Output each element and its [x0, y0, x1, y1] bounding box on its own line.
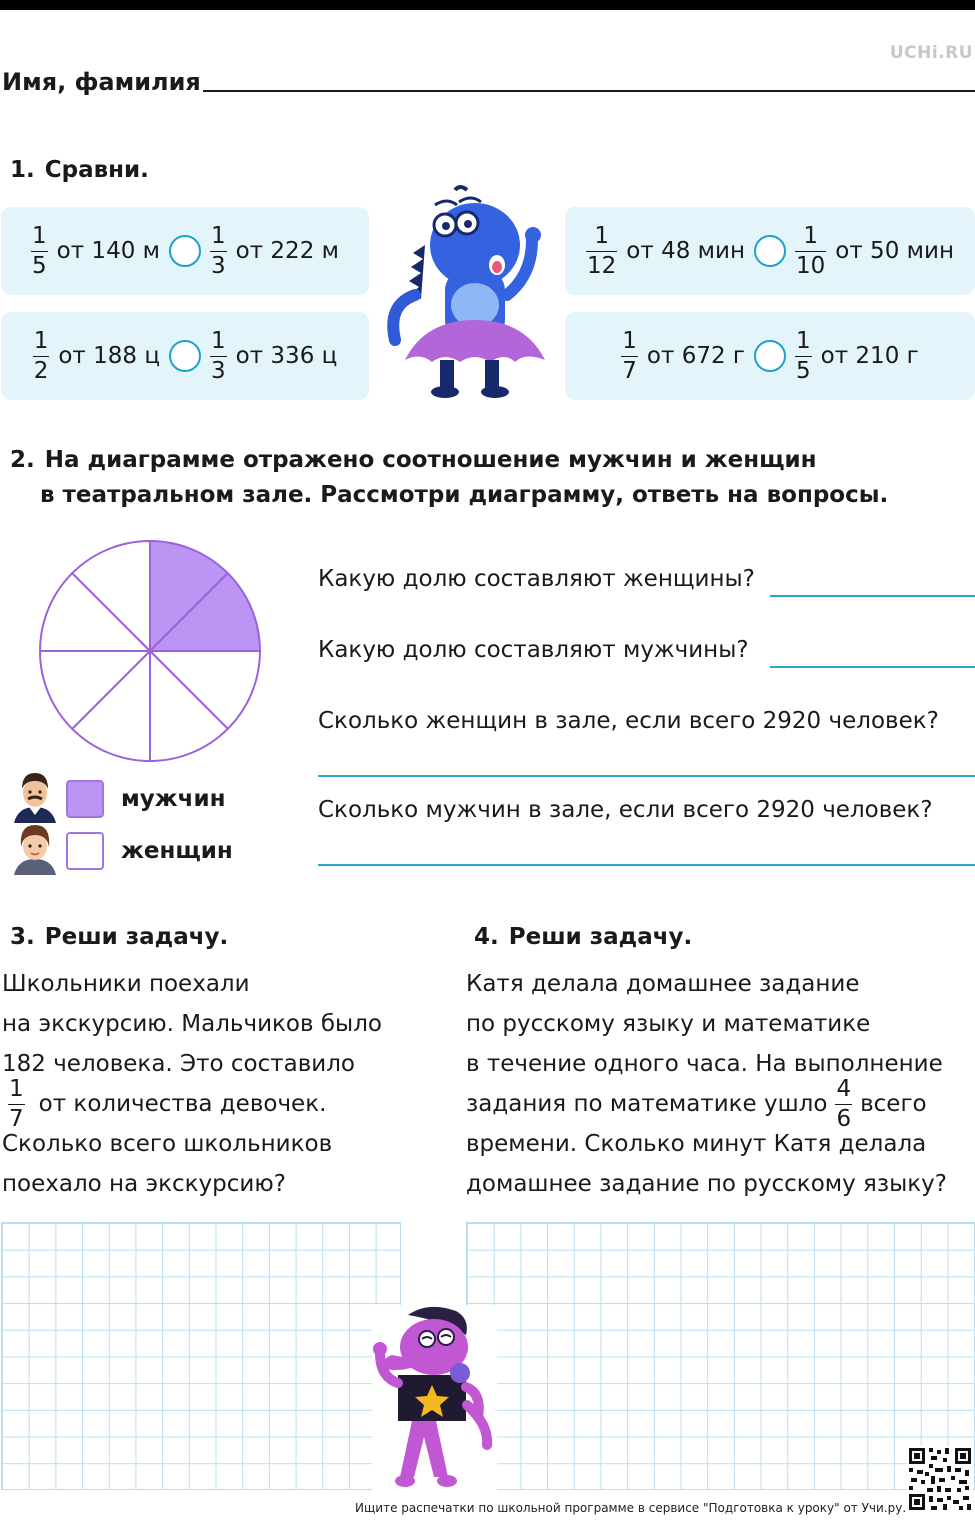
- task3-fraction-line: [2, 1075, 442, 1132]
- fraction: $\frac{1}{7}$: [9, 1075, 24, 1132]
- legend-swatch-men: [66, 780, 104, 818]
- task1-title: Сравни.: [44, 157, 149, 183]
- legend-label-men: мужчин: [121, 786, 226, 812]
- name-input-line[interactable]: [203, 90, 975, 92]
- compare-answer-circle[interactable]: [754, 235, 786, 267]
- compare-text-left: от 188 ц: [58, 343, 160, 369]
- fraction: $\frac{1}{2}$: [33, 327, 49, 384]
- compare-text-right: от 50 мин: [835, 238, 954, 264]
- compare-answer-circle[interactable]: [169, 340, 201, 372]
- question-men-fraction: Какую долю составляют мужчины?: [318, 637, 749, 663]
- woman-avatar-icon: [12, 823, 58, 875]
- task4-title: Реши задачу.: [508, 924, 693, 950]
- fraction: $\frac{1}{3}$: [211, 327, 226, 384]
- compare-text-left: от 140 м: [56, 238, 160, 264]
- task2-heading: [10, 447, 817, 473]
- task4-answer-grid[interactable]: [466, 1222, 975, 1490]
- task3-line: на экскурсию. Мальчиков было: [2, 1011, 382, 1037]
- task3-text: [2, 964, 442, 1204]
- answer-line[interactable]: [318, 775, 975, 777]
- question-women-fraction: Какую долю составляют женщины?: [318, 566, 755, 592]
- compare-card-3: [1, 312, 369, 400]
- compare-card-1: [1, 207, 369, 295]
- legend-swatch-women: [66, 832, 104, 870]
- task4-line: времени. Сколько минут Катя делала: [466, 1131, 927, 1157]
- purple-dino-mascot: [372, 1305, 497, 1493]
- answer-line[interactable]: [770, 595, 975, 597]
- task1-number: 1.: [10, 157, 35, 183]
- compare-answer-circle[interactable]: [754, 340, 786, 372]
- task4-fraction-line: [466, 1075, 974, 1132]
- compare-answer-circle[interactable]: [169, 235, 201, 267]
- task3-line: поехало на экскурсию?: [2, 1171, 286, 1197]
- task3-line: Сколько всего школьников: [2, 1131, 333, 1157]
- compare-card-4: [565, 312, 975, 400]
- question-men-count: Сколько мужчин в зале, если всего 2920 человек?: [318, 797, 933, 823]
- top-border: [0, 0, 975, 10]
- fraction: $\frac{1}{7}$: [622, 327, 637, 384]
- fraction: $\frac{1}{3}$: [211, 222, 226, 279]
- footer-note: Ищите распечатки по школьной программе в сервисе "Подготовка к уроку" от Учи.ру.: [355, 1501, 907, 1515]
- task4-number: 4.: [474, 924, 499, 950]
- task4-line: задания по математике ушло: [466, 1091, 828, 1117]
- answer-line[interactable]: [318, 864, 975, 866]
- name-label: Имя, фамилия: [2, 68, 201, 96]
- qr-code-icon: [907, 1446, 973, 1512]
- task4-line: Катя делала домашнее задание: [466, 971, 860, 997]
- task4-line: в течение одного часа. На выполнение: [466, 1051, 943, 1077]
- compare-text-left: от 672 г: [646, 343, 745, 369]
- fraction: $\frac{1}{10}$: [796, 222, 826, 279]
- task3-answer-grid[interactable]: [1, 1222, 401, 1490]
- legend-label-women: женщин: [121, 838, 233, 864]
- blue-dino-mascot: [385, 185, 545, 400]
- task2-title-line2: в театральном зале. Рассмотри диаграмму, ответь на вопросы.: [40, 482, 889, 508]
- compare-text-right: от 210 г: [820, 343, 919, 369]
- pie-chart: [38, 539, 262, 763]
- task3-line: 182 человека. Это составило: [2, 1051, 356, 1077]
- task3-title: Реши задачу.: [44, 924, 229, 950]
- task3-line: от количества девочек.: [38, 1091, 327, 1117]
- fraction: $\frac{1}{5}$: [796, 327, 811, 384]
- fraction: $\frac{1}{12}$: [587, 222, 617, 279]
- task2-title-line1: На диаграмме отражено соотношение мужчин и женщин: [44, 447, 817, 473]
- task3-line: Школьники поехали: [2, 971, 250, 997]
- answer-line[interactable]: [770, 666, 975, 668]
- compare-text-left: от 48 мин: [626, 238, 745, 264]
- task4-line: по русскому языку и математике: [466, 1011, 871, 1037]
- task4-line: домашнее задание по русскому языку?: [466, 1171, 947, 1197]
- compare-text-right: от 222 м: [235, 238, 339, 264]
- task3-heading: [10, 924, 228, 950]
- task4-text: [466, 964, 974, 1204]
- task1-heading: [10, 157, 149, 183]
- brand-logo: UCHi.RU: [889, 43, 973, 63]
- fraction: $\frac{4}{6}$: [836, 1075, 852, 1132]
- compare-text-right: от 336 ц: [235, 343, 338, 369]
- task3-number: 3.: [10, 924, 35, 950]
- fraction: $\frac{1}{5}$: [32, 222, 47, 279]
- task4-heading: [474, 924, 692, 950]
- task4-line: всего: [860, 1091, 927, 1117]
- man-avatar-icon: [12, 771, 58, 823]
- question-women-count: Сколько женщин в зале, если всего 2920 человек?: [318, 708, 939, 734]
- task2-number: 2.: [10, 447, 35, 473]
- compare-card-2: [565, 207, 975, 295]
